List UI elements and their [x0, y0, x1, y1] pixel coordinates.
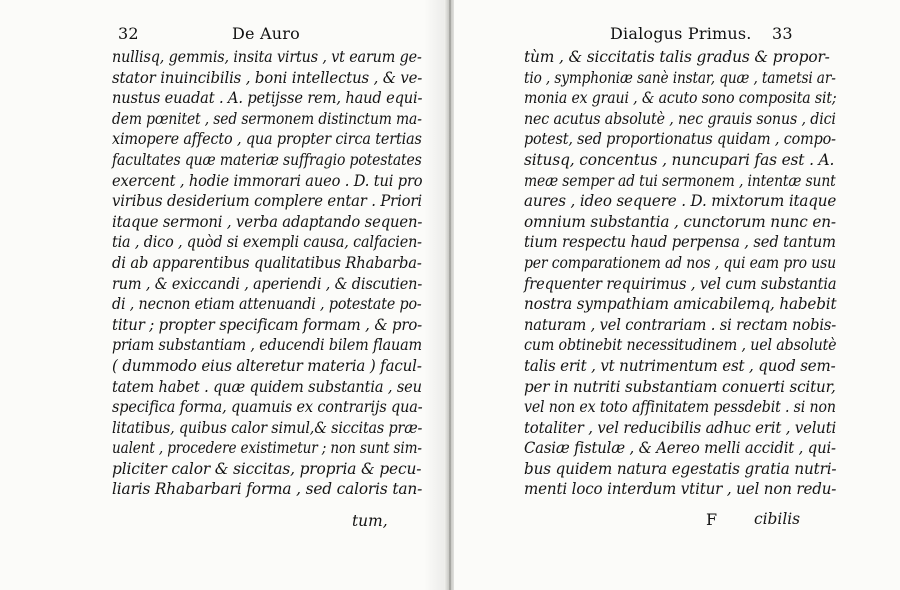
text-line: litatibus, quibus calor simul,& siccitas præ-: [112, 418, 423, 437]
text-line: facultates quæ materiæ suffragio potestates: [112, 150, 422, 169]
text-line: di , necnon etiam attenuandi , potestate po-: [112, 295, 422, 314]
text-line: rum , & exiccandi , aperiendi , & discutien-: [112, 274, 423, 293]
left-page-number: 32: [118, 24, 139, 43]
text-line: nec acutus absolutè , nec grauis sonus , dici: [524, 109, 836, 128]
text-line: dem pœnitet , sed sermonem distinctum ma-: [112, 109, 422, 128]
text-line: menti loco interdum vtitur , uel non redu-: [524, 480, 837, 499]
text-line: tatem habet . quæ quidem substantia , seu: [112, 377, 422, 396]
text-line: viribus desiderium complere entar . Priori: [112, 192, 422, 211]
text-line: tio , symphoniæ sanè instar, quæ , tametsi ar-: [524, 68, 836, 87]
text-line: vel non ex toto affinitatem pessdebit . si non: [524, 398, 836, 417]
right-page-number: 33: [772, 24, 793, 43]
text-line: monia ex graui , & acuto sono composita sit;: [524, 89, 837, 108]
text-line: bus quidem natura egestatis gratia nutri-: [524, 459, 837, 478]
left-running-title: De Auro: [232, 24, 300, 43]
text-line: ximopere affecto , qua propter circa tertias: [112, 130, 422, 149]
text-line: nostra sympathiam amicabilemq, habebit: [524, 295, 837, 314]
text-line: per in nutriti substantiam conuerti scitur,: [524, 377, 836, 396]
text-line: Casiæ fistulæ , & Aereo melli accidit , qui-: [524, 439, 836, 458]
left-text-block: [112, 47, 446, 500]
right-running-title: Dialogus Primus.: [610, 24, 752, 43]
text-line: nustus euadat . A. petijsse rem, haud equi-: [112, 89, 423, 108]
text-line: stator inuincibilis , boni intellectus , & ve-: [112, 68, 423, 87]
left-page: [0, 0, 446, 590]
text-line: tùm , & siccitatis talis gradus & propor-: [524, 48, 830, 66]
text-line: itaque sermoni , verba adaptando sequen-: [112, 212, 423, 231]
text-line: pliciter calor & siccitas, propria & pecu-: [112, 459, 422, 478]
text-line: nullisq, gemmis, insita virtus , vt earum ge-: [112, 48, 422, 66]
left-page-shadow: [424, 0, 444, 590]
text-line: priam substantiam , educendi bilem flauam: [112, 336, 422, 355]
text-line: meæ semper ad tui sermonem , intentæ sunt: [524, 171, 836, 190]
text-line: situsq, concentus , nuncupari fas est . A.: [524, 150, 835, 169]
text-line: frequenter requirimus , vel cum substantia: [524, 274, 837, 293]
text-line: tia , dico , quòd si exempli causa, calfacien-: [112, 233, 422, 252]
text-line: naturam , vel contrariam . si rectam nobis-: [524, 315, 837, 334]
text-line: exercent , hodie immorari aueo . D. tui pro: [112, 171, 423, 190]
text-line: titur ; propter specificam formam , & pro-: [112, 315, 423, 334]
right-text-block: [524, 47, 875, 500]
text-line: aures , ideo sequere . D. mixtorum itaque: [524, 192, 837, 211]
signature-mark: F: [706, 510, 718, 529]
text-line: cum obtinebit necessitudinem , uel absolutè: [524, 336, 837, 355]
text-line: di ab apparentibus qualitatibus Rhabarba-: [112, 253, 422, 272]
text-line: per comparationem ad nos , qui eam pro usu: [524, 253, 836, 272]
text-line: ualent , procedere existimetur ; non sunt sim-: [112, 439, 422, 458]
text-line: liaris Rhabarbari forma , sed caloris tan-: [112, 480, 423, 499]
text-line: potest, sed proportionatus quidam , compo-: [524, 130, 836, 149]
left-catchword: tum,: [352, 512, 388, 530]
text-line: specifica forma, quamuis ex contrarijs qua-: [112, 398, 423, 417]
text-line: talis erit , vt nutrimentum est , quod sem-: [524, 356, 836, 375]
right-catchword: cibilis: [754, 510, 801, 528]
text-line: tium respectu haud perpensa , sed tantum: [524, 233, 836, 252]
text-line: totaliter , vel reducibilis adhuc erit , veluti: [524, 418, 837, 437]
text-line: ( dummodo eius alteretur materia ) facul-: [112, 356, 422, 375]
text-line: omnium substantia , cunctorum nunc en-: [524, 212, 836, 231]
right-page: [454, 0, 900, 590]
